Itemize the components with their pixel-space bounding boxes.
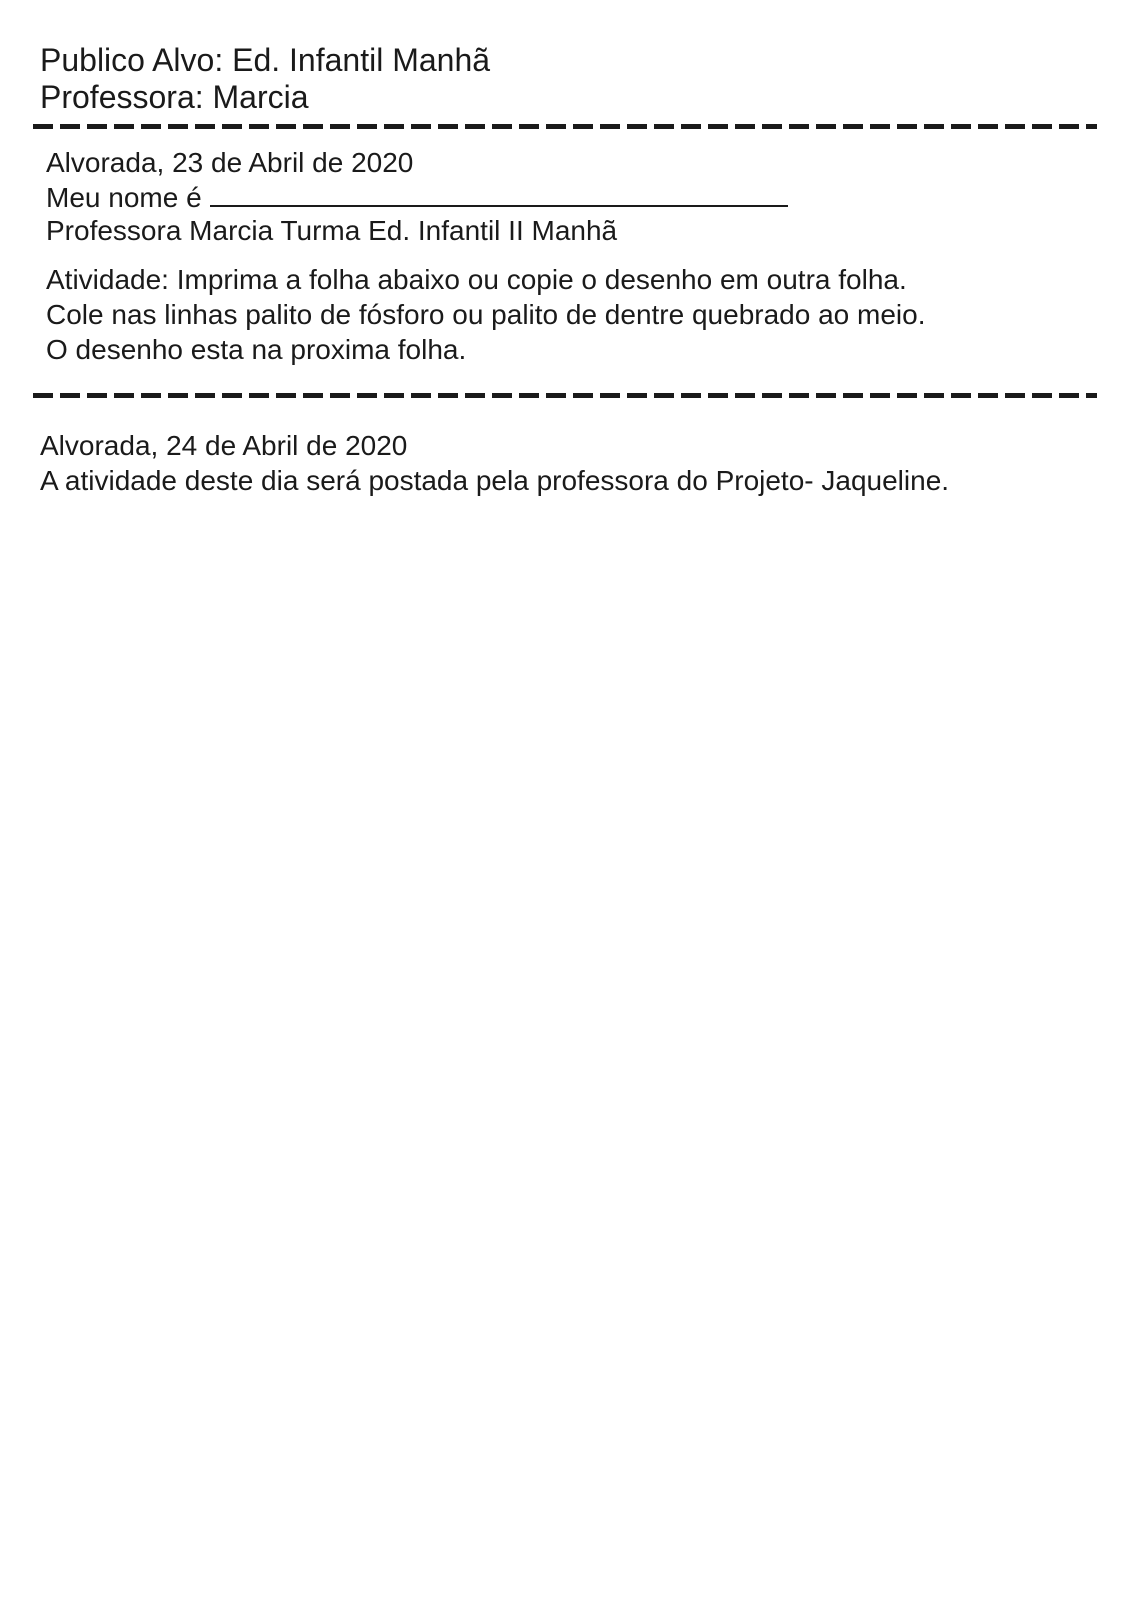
activity-instructions [46,262,925,367]
day-2-section [40,428,949,498]
day-2-date: Alvorada, 24 de Abril de 2020 [40,430,408,461]
dashed-divider [33,393,1097,398]
target-audience: Publico Alvo: Ed. Infantil Manhã [40,42,491,78]
teacher-name: Professora: Marcia [40,79,309,115]
name-line [46,179,788,214]
name-prompt: Meu nome é [46,182,202,213]
activity-line: Cole nas linhas palito de fósforo ou palito de dentre quebrado ao meio. [46,299,926,330]
header [40,42,490,116]
dashed-divider [33,124,1097,129]
day-1-section [46,146,788,247]
activity-line: O desenho esta na proxima folha. [46,334,467,365]
class-line: Professora Marcia Turma Ed. Infantil II Manhã [46,215,618,246]
day-2-note: A atividade deste dia será postada pela professora do Projeto- Jaqueline. [40,465,950,496]
activity-line: Atividade: Imprima a folha abaixo ou copie o desenho em outra folha. [46,264,907,295]
day-1-date: Alvorada, 23 de Abril de 2020 [46,147,414,178]
name-blank-field[interactable] [210,179,788,207]
